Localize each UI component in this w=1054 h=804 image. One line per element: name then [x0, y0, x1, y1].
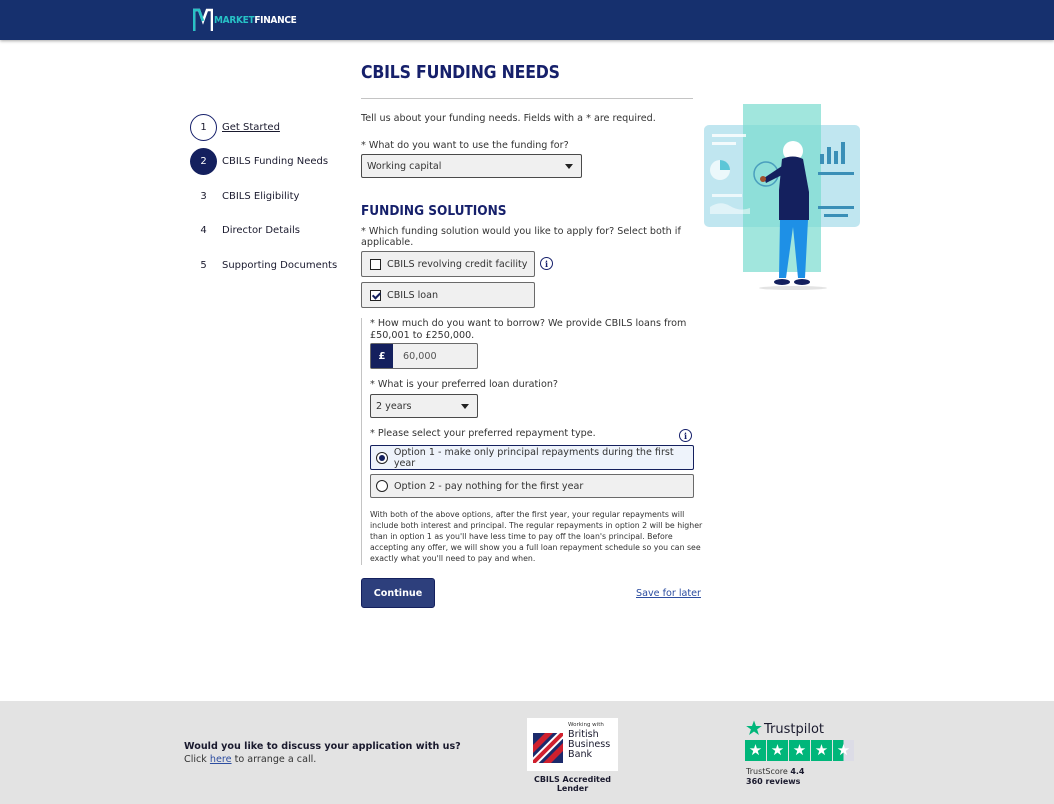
marketfinance-logo[interactable] — [193, 8, 296, 32]
step-cbils-eligibility — [190, 183, 350, 210]
trustpilot-wordmark: Trustpilot — [764, 722, 825, 737]
radio-label: Option 2 - pay nothing for the first year — [394, 480, 584, 492]
callback-suffix: to arrange a call. — [231, 754, 317, 765]
borrow-amount-label-line2: £50,001 to £250,000. — [370, 330, 475, 341]
funding-solutions-prompt-line2: applicable. — [361, 237, 414, 248]
step-label: CBILS Eligibility — [222, 191, 300, 202]
bbb-name-line1: British — [568, 729, 599, 740]
trustpilot-star-icon — [746, 720, 762, 736]
trustpilot-review-count: 360 reviews — [746, 777, 801, 786]
checkbox-label: CBILS loan — [387, 289, 439, 301]
radio-selected-icon[interactable] — [376, 452, 388, 464]
checkbox-unchecked-icon[interactable] — [370, 259, 381, 270]
step-label: CBILS Funding Needs — [222, 156, 329, 167]
step-number: 5 — [200, 260, 207, 271]
rating-star-icon: ★ — [811, 740, 832, 761]
funding-use-value: Working capital — [367, 160, 442, 172]
trustscore-label: TrustScore — [746, 767, 788, 776]
rating-star-icon: ★ — [745, 740, 766, 761]
bbb-name-line2: Business — [568, 739, 611, 750]
step-supporting-documents — [190, 252, 350, 279]
checkbox-checked-icon[interactable] — [370, 290, 381, 301]
radio-option-2-pay-nothing[interactable] — [370, 474, 694, 498]
british-business-bank-badge — [527, 718, 618, 771]
footer-callback-text — [184, 754, 316, 765]
chevron-down-icon — [565, 164, 573, 169]
rating-star-icon: ★ — [789, 740, 810, 761]
radio-unselected-icon[interactable] — [376, 480, 388, 492]
form-intro: Tell us about your funding needs. Fields with a * are required. — [361, 113, 656, 124]
logo-m-icon — [193, 8, 213, 32]
cbils-accredited-caption: CBILS Accredited Lender — [533, 775, 612, 793]
rating-star-icon: ★ — [767, 740, 788, 761]
step-number: 4 — [200, 225, 207, 236]
chevron-down-icon — [461, 404, 469, 409]
trustscore — [746, 767, 805, 776]
union-flag-logo-icon — [533, 733, 563, 763]
footer-question: Would you like to discuss your application with us? — [184, 741, 461, 752]
rating-half-star-icon: ★ — [833, 740, 854, 761]
step-number: 3 — [200, 191, 207, 202]
repayment-note-line1: With both of the above options, after the first year, your regular repayments will — [370, 510, 685, 519]
info-icon[interactable]: i — [540, 257, 553, 270]
step-number: 2 — [190, 148, 217, 175]
title-divider — [361, 98, 693, 99]
step-number: 1 — [190, 114, 217, 141]
repayment-note-line2: include both interest and principal. The regular repayments in option 2 will be higher — [370, 521, 703, 530]
step-label[interactable]: Get Started — [222, 122, 280, 133]
loan-duration-label: * What is your preferred loan duration? — [370, 379, 559, 390]
repayment-type-label: * Please select your preferred repayment type. — [370, 428, 596, 439]
loan-duration-select[interactable] — [370, 394, 478, 418]
repayment-note-line4: accepting any offer, we will show you a full loan repayment schedule so you can see — [370, 543, 701, 552]
checkbox-cbils-loan[interactable] — [361, 282, 535, 308]
bbb-working-with: Working with — [568, 722, 604, 728]
step-label: Director Details — [222, 225, 301, 236]
step-label: Supporting Documents — [222, 260, 338, 271]
loan-duration-value: 2 years — [376, 400, 412, 412]
logo-part-market: MARKET — [214, 14, 255, 26]
trustscore-value: 4.4 — [790, 767, 805, 776]
radio-label: Option 1 - make only principal repayments during the first year — [393, 446, 674, 469]
repayment-note-line3: than in option 1 as you'll have less time to pay off the loan's principal. Before — [370, 532, 673, 541]
logo-part-finance: FINANCE — [254, 14, 297, 26]
funding-use-select[interactable] — [361, 154, 582, 178]
trustpilot-star-rating — [745, 740, 855, 761]
arrange-call-link[interactable]: here — [209, 754, 232, 765]
pound-sign-icon: £ — [371, 344, 393, 368]
funding-solutions-prompt-line1: * Which funding solution would you like to apply for? Select both if — [361, 226, 681, 237]
page-title: CBILS FUNDING NEEDS — [361, 63, 560, 83]
checkbox-revolving-credit-facility[interactable] — [361, 251, 535, 277]
save-for-later-link[interactable]: Save for later — [636, 588, 701, 599]
radio-option-1-principal-repayments[interactable] — [370, 445, 694, 470]
borrow-amount-input[interactable] — [370, 343, 478, 369]
logo-wordmark — [214, 15, 296, 26]
callback-prefix: Click — [184, 754, 210, 765]
continue-button[interactable]: Continue — [361, 578, 435, 608]
funding-use-label: * What do you want to use the funding for? — [361, 140, 569, 151]
step-get-started[interactable] — [190, 114, 350, 141]
repayment-note-line5: exactly what you'll need to pay and when. — [370, 554, 536, 563]
step-cbils-funding-needs — [190, 148, 350, 175]
borrow-amount-value[interactable]: 60,000 — [403, 350, 437, 362]
person-with-dashboard-illustration — [700, 102, 864, 292]
funding-solutions-heading: FUNDING SOLUTIONS — [361, 203, 507, 219]
checkbox-label: CBILS revolving credit facility — [387, 258, 528, 270]
loan-details-indent-bar — [361, 318, 362, 565]
step-director-details — [190, 217, 350, 244]
borrow-amount-label-line1: * How much do you want to borrow? We provide CBILS loans from — [370, 318, 687, 329]
info-icon[interactable]: i — [679, 429, 692, 442]
bbb-name — [568, 730, 610, 760]
top-navigation-bar — [0, 0, 1054, 40]
bbb-name-line3: Bank — [568, 749, 593, 760]
